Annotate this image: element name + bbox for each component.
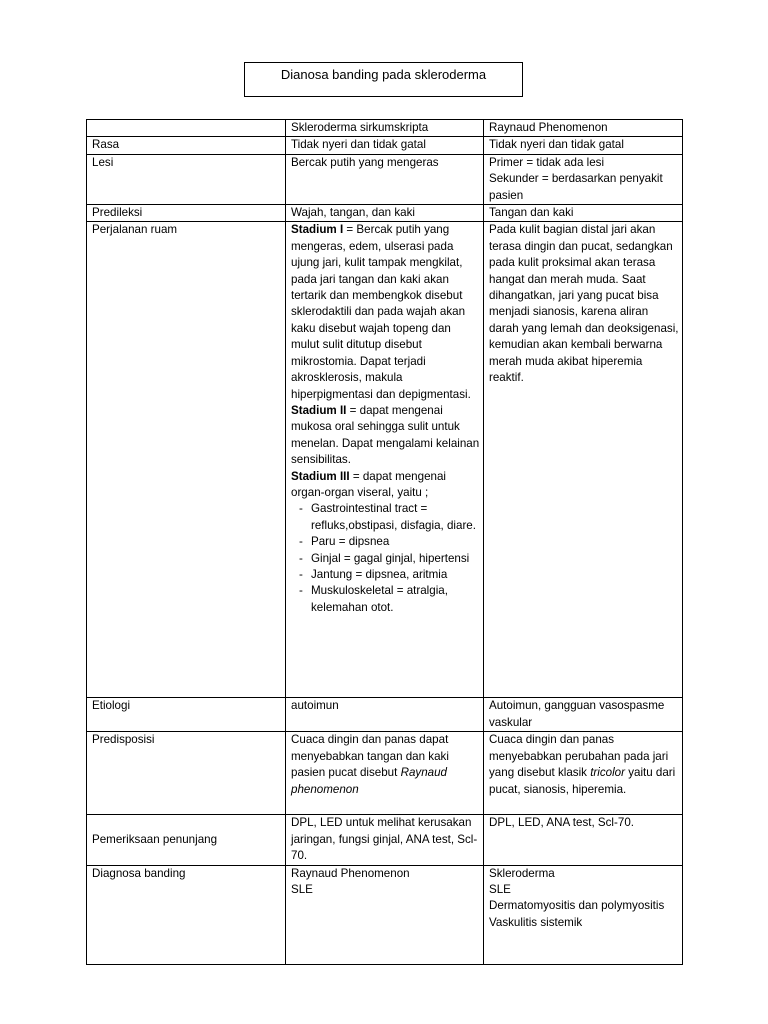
header-cell-empty <box>87 120 286 137</box>
text-line: Raynaud Phenomenon <box>291 866 410 880</box>
cell-sk: Cuaca dingin dan panas dapat menyebabkan tangan dan kaki pasien pucat disebut Raynaud phenomenon <box>286 732 484 815</box>
text-line: Skleroderma <box>489 866 555 880</box>
row-label: Rasa <box>87 137 286 154</box>
cell-sk <box>286 865 484 964</box>
row-label: Etiologi <box>87 698 286 732</box>
cell-sk: DPL, LED untuk melihat kerusakan jaringan, fungsi ginjal, ANA test, Scl-70. <box>286 815 484 865</box>
cell-rp <box>484 865 683 964</box>
cell-sk: Bercak putih yang mengeras <box>286 154 484 204</box>
row-label: Diagnosa banding <box>87 865 286 964</box>
cell-sk: Tidak nyeri dan tidak gatal <box>286 137 484 154</box>
table-row <box>87 137 683 154</box>
row-label: Predileksi <box>87 205 286 222</box>
table-row <box>87 815 683 865</box>
organ-list <box>291 501 480 616</box>
text-line: Dermatomyositis dan polymyositis <box>489 899 665 913</box>
text-line: Vaskulitis sistemik <box>489 915 583 929</box>
table-row <box>87 732 683 815</box>
table-row <box>87 222 683 698</box>
cell-rp: Cuaca dingin dan panas menyebabkan perubahan pada jari yang disebut klasik tricolor yaitu dari pucat, sianosis, hiperemia. <box>484 732 683 815</box>
stage-1: Stadium I = Bercak putih yang mengeras, edem, ulserasi pada ujung jari, kulit tampak mengkilat, pada jari tangan dan kaki akan tertarik dan membengkok disebut sklerodaktili dan pada wajah akan kaku disebut wajah topeng dan mulut sulit ditutup disebut mikrostomia. Dapat terjadi akrosklerosis, makula hiperpigmentasi dan depigmentasi. <box>291 223 471 401</box>
cell-rp <box>484 154 683 204</box>
table-row <box>87 154 683 204</box>
text-line: SLE <box>489 883 511 897</box>
cell-sk: Wajah, tangan, dan kaki <box>286 205 484 222</box>
stage-3: Stadium III = dapat mengenai organ-organ viseral, yaitu ; <box>291 469 446 499</box>
row-label: Perjalanan ruam <box>87 222 286 698</box>
row-label: Pemeriksaan penunjang <box>87 815 286 865</box>
text-line: Primer = tidak ada lesi <box>489 155 605 169</box>
header-raynaud: Raynaud Phenomenon <box>484 120 683 137</box>
stage-2: Stadium II = dapat mengenai mukosa oral sehingga sulit untuk menelan. Dapat mengalami kelainan sensibilitas. <box>291 403 480 467</box>
header-skleroderma: Skleroderma sirkumskripta <box>286 120 484 137</box>
cell-rp: Autoimun, gangguan vasospasme vaskular <box>484 698 683 732</box>
differential-table <box>86 119 683 965</box>
text-line: SLE <box>291 883 313 897</box>
list-item: - Paru = dipsnea <box>311 534 480 550</box>
document-title: Dianosa banding pada skleroderma <box>244 62 523 97</box>
list-item: - Jantung = dipsnea, aritmia <box>311 567 480 583</box>
table-row <box>87 865 683 964</box>
list-item: - Gastrointestinal tract = refluks,obstipasi, disfagia, diare. <box>311 501 480 534</box>
table-row <box>87 698 683 732</box>
row-label: Lesi <box>87 154 286 204</box>
row-label: Predisposisi <box>87 732 286 815</box>
text-line: Sekunder = berdasarkan penyakit pasien <box>489 172 663 202</box>
list-item: - Ginjal = gagal ginjal, hipertensi <box>311 551 480 567</box>
cell-sk <box>286 222 484 698</box>
cell-rp: Tidak nyeri dan tidak gatal <box>484 137 683 154</box>
cell-rp: Tangan dan kaki <box>484 205 683 222</box>
cell-rp: Pada kulit bagian distal jari akan terasa dingin dan pucat, sedangkan pada kulit proksimal akan terasa hangat dan merah muda. Saat dihangatkan, jari yang pucat bisa menjadi sianosis, karena aliran darah yang lemah dan deoksigenasi, kemudian akan kembali berwarna merah muda akibat hiperemia reaktif. <box>484 222 683 698</box>
header-row <box>87 120 683 137</box>
cell-sk: autoimun <box>286 698 484 732</box>
cell-rp: DPL, LED, ANA test, Scl-70. <box>484 815 683 865</box>
table-row <box>87 205 683 222</box>
list-item: - Muskuloskeletal = atralgia, kelemahan otot. <box>311 583 480 616</box>
